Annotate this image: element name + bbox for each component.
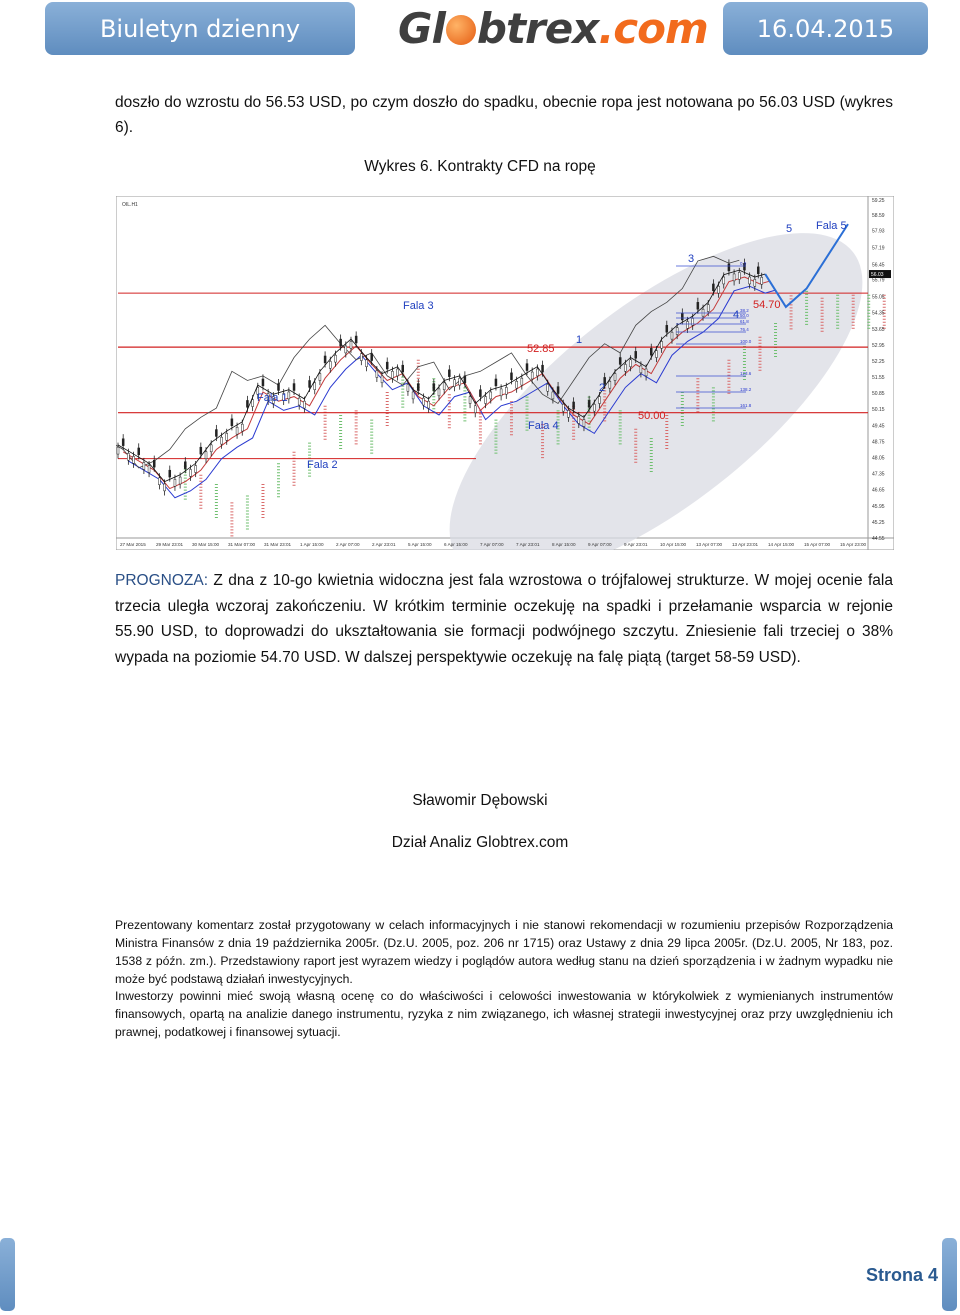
candle-body (164, 484, 166, 491)
candle-body (407, 384, 409, 391)
wave-label: Fala 5 (816, 220, 847, 232)
candle-body (158, 478, 160, 485)
candle-body (345, 346, 347, 353)
candle-body (666, 325, 668, 332)
candle-body (153, 460, 155, 467)
candle-body (728, 264, 730, 271)
candle-body (433, 384, 435, 391)
candle-body (469, 397, 471, 404)
x-tick-label: 31 Mar 23:01 (264, 542, 292, 547)
chart-canvas (116, 196, 894, 550)
candle-body (189, 469, 191, 476)
candle-body (655, 351, 657, 358)
candle-body (428, 401, 430, 408)
candle-body (505, 387, 507, 394)
globtrex-logo: Gl btrex.com (398, 4, 708, 53)
candle-body (754, 279, 756, 286)
price-annotation: 54.70 (753, 299, 781, 311)
count-label: 5 (786, 223, 793, 235)
y-tick-label: 52.25 (872, 358, 885, 365)
candle-body (402, 365, 404, 372)
y-tick-label: 55.79 (872, 277, 885, 284)
x-tick-label: 7 Apr 07:00 (480, 542, 504, 547)
count-label: 2 (599, 382, 606, 394)
candle-body (298, 398, 300, 405)
candle-body (174, 479, 176, 486)
candle-body (412, 392, 414, 399)
x-tick-label: 15 Apr 23:00 (840, 542, 867, 547)
x-tick-label: 30 Mar 15:00 (192, 542, 220, 547)
candle-body (635, 351, 637, 358)
candle-body (510, 373, 512, 380)
candle-body (195, 466, 197, 473)
candle-body (479, 390, 481, 397)
price-annotation: 50.00 (638, 410, 666, 422)
candle-body (293, 384, 295, 391)
candle-body (757, 267, 759, 274)
x-tick-label: 13 Apr 07:00 (696, 542, 723, 547)
y-tick-label: 49.45 (872, 423, 885, 430)
candle-body (733, 274, 735, 281)
fib-label: 123.6 (740, 371, 752, 376)
candle-body (723, 277, 725, 284)
footer-right-bar (942, 1238, 957, 1311)
y-tick-label: 50.85 (872, 391, 885, 398)
author-name: Sławomir Dębowski (412, 792, 548, 809)
header-date-box (723, 2, 928, 55)
candle-body (138, 448, 140, 455)
x-tick-label: 13 Apr 23:01 (732, 542, 759, 547)
candle-body (588, 400, 590, 407)
fib-label: 50.0 (740, 313, 749, 318)
price-annotation: 52.85 (527, 343, 555, 355)
candle-body (422, 398, 424, 405)
header-title: Biuletyn dzienny (99, 14, 301, 43)
candle-body (578, 417, 580, 424)
candle-body (547, 384, 549, 391)
y-tick-label: 59.25 (872, 198, 885, 204)
candle-body (583, 420, 585, 427)
candle-body (645, 369, 647, 376)
candle-body (526, 364, 528, 371)
x-tick-label: 15 Apr 07:00 (804, 542, 831, 547)
y-tick-label: 55.05 (872, 294, 885, 301)
x-tick-label: 29 Mar 23:01 (156, 542, 184, 547)
wave-label: Fala 3 (403, 300, 434, 312)
candle-body (133, 456, 135, 463)
count-label: 4 (733, 309, 740, 321)
y-tick-label: 52.95 (872, 342, 885, 349)
candle-body (552, 392, 554, 399)
candle-body (205, 452, 207, 459)
count-label: 3 (688, 253, 695, 265)
y-tick-label: 44.55 (872, 536, 885, 542)
candle-body (500, 389, 502, 396)
candle-body (573, 402, 575, 409)
y-tick-label: 47.35 (872, 471, 885, 478)
candle-body (459, 378, 461, 385)
candle-body (562, 404, 564, 411)
candle-body (179, 477, 181, 484)
candle-body (417, 384, 419, 391)
y-tick-label: 58.59 (872, 213, 885, 220)
candle-body (557, 387, 559, 394)
candle-body (536, 369, 538, 376)
x-tick-label: 31 Mar 07:00 (228, 542, 256, 547)
candle-body (226, 433, 228, 440)
y-tick-label: 51.55 (872, 375, 885, 382)
candle-body (215, 430, 217, 437)
candle-body (676, 328, 678, 335)
candle-body (376, 371, 378, 378)
candle-body (366, 360, 368, 367)
chart-title: OIL.H1 (122, 202, 138, 208)
fib-label: 38.2 (740, 308, 749, 313)
candle-body (246, 400, 248, 407)
candle-body (598, 397, 600, 404)
fib-label: 100.0 (740, 339, 752, 344)
candle-body (350, 341, 352, 348)
candle-body (454, 380, 456, 387)
count-label: 1 (576, 334, 583, 346)
candle-body (340, 339, 342, 346)
x-tick-label: 8 Apr 15:00 (552, 542, 576, 547)
disclaimer-paragraph-1: Prezentowany komentarz został przygotowany w celach informacyjnych i nie stanowi rekomendacji w rozumieniu przepisów Rozporządzenia Ministra Finansów z dnia 19 października 2005r. (Dz.U. 2005, poz. 206 nr 1715) oraz Ustawy z dnia 29 lipca 2005r. (Dz.U. 2005, Nr 183, poz. 1538 z późn. zm.). Przedstawiony raport jest wyrazem wiedzy i poglądów autora według stanu na dzień sporządzenia i w żadnym wypadku nie może być podstawą działań inwestycyjnych. (115, 918, 893, 986)
x-tick-label: 6 Apr 15:00 (444, 542, 468, 547)
fib-label: 138.2 (740, 387, 752, 392)
candle-body (521, 378, 523, 385)
y-tick-label: 48.05 (872, 455, 885, 462)
candle-body (386, 362, 388, 369)
candle-body (650, 348, 652, 355)
x-tick-label: 14 Apr 15:00 (768, 542, 795, 547)
candle-body (236, 427, 238, 434)
x-tick-label: 1 Apr 15:00 (300, 542, 324, 547)
candle-body (495, 379, 497, 386)
fib-label: 76.4 (740, 327, 749, 332)
candle-body (252, 400, 254, 407)
candle-body (391, 371, 393, 378)
page-number: Strona 4 (865, 1265, 938, 1285)
chart-caption: Wykres 6. Kontrakty CFD na ropę (364, 158, 596, 175)
x-tick-label: 2 Apr 23:01 (372, 542, 396, 547)
forecast-text: Z dna z 10-go kwietnia widoczna jest fala wzrostowa o trójfalowej strukturze. W mojej ocenie fala trzecia uległa wczoraj zakończeniu. W krótkim terminie oczekuję na spadki i przełamanie wsparcia w rejonie 55.90 USD, to doprowadzi do ukształtowania sie formacji podwójnego szczytu. Zniesienie fali trzeciej o 38% wypada na poziomie 54.70 USD. W dalszej perspektywie oczekuję na falę piątą (target 58-59 USD). (115, 572, 893, 666)
candle-body (687, 321, 689, 328)
candle-body (360, 354, 362, 361)
x-tick-label: 27 Mar 2015 (120, 542, 146, 547)
candle-body (221, 437, 223, 444)
y-tick-label: 56.45 (872, 262, 885, 269)
candle-body (490, 392, 492, 399)
candle-body (438, 389, 440, 396)
candle-body (531, 372, 533, 379)
candle-body (334, 355, 336, 362)
x-tick-label: 7 Apr 23:01 (516, 542, 540, 547)
y-tick-label: 54.35 (872, 310, 885, 317)
candle-body (319, 374, 321, 381)
candle-body (485, 397, 487, 404)
wave-label: Fala 2 (307, 459, 338, 471)
fib-label: 161.8 (740, 403, 752, 408)
candle-body (619, 358, 621, 365)
candle-body (474, 406, 476, 413)
y-tick-label: 53.65 (872, 326, 885, 333)
oil-chart (116, 196, 894, 550)
candle-body (443, 383, 445, 390)
y-tick-label: 48.75 (872, 439, 885, 446)
y-tick-label: 45.25 (872, 519, 885, 526)
x-tick-label: 9 Apr 23:01 (624, 542, 648, 547)
candle-body (749, 277, 751, 284)
candle-body (324, 356, 326, 363)
candle-body (241, 424, 243, 431)
candle-body (169, 470, 171, 477)
candle-body (288, 392, 290, 399)
candle-body (712, 284, 714, 291)
x-tick-label: 10 Apr 15:00 (660, 542, 687, 547)
candle-body (127, 453, 129, 460)
candle-body (371, 354, 373, 361)
intro-paragraph: doszło do wzrostu do 56.53 USD, po czym doszło do spadku, obecnie ropa jest notowana po 56.03 USD (wykres 6). (115, 94, 893, 136)
candle-body (624, 364, 626, 371)
department-name: Dział Analiz Globtrex.com (391, 834, 569, 851)
candle-body (681, 313, 683, 320)
header-date: 16.04.2015 (756, 14, 895, 43)
candle-body (303, 401, 305, 408)
candle-body (761, 277, 763, 284)
x-tick-label: 5 Apr 15:00 (408, 542, 432, 547)
candle-body (661, 341, 663, 348)
candle-body (630, 360, 632, 367)
candle-body (309, 380, 311, 387)
candle-body (262, 379, 264, 386)
candle-body (117, 447, 119, 454)
candle-body (184, 462, 186, 469)
wave-label: Fala 1 (257, 392, 288, 404)
forecast-label: PROGNOZA: (115, 572, 209, 589)
candle-body (143, 463, 145, 470)
y-tick-label: 45.95 (872, 503, 885, 510)
candle-body (609, 381, 611, 388)
candle-body (200, 447, 202, 454)
candle-body (329, 361, 331, 368)
candle-body (231, 419, 233, 426)
candle-body (277, 384, 279, 391)
candle-body (567, 410, 569, 417)
candle-body (614, 374, 616, 381)
candle-body (640, 366, 642, 373)
candle-body (210, 445, 212, 452)
candle-body (516, 381, 518, 388)
candle-body (148, 466, 150, 473)
candle-body (355, 336, 357, 343)
candle-body (542, 365, 544, 372)
candle-body (738, 272, 740, 279)
candle-body (718, 286, 720, 293)
candle-body (707, 305, 709, 312)
forecast-paragraph (115, 568, 893, 670)
wave-label: Fala 4 (528, 420, 559, 432)
fib-label: 61.8 (740, 319, 749, 324)
fib-label: 0.0 (740, 261, 747, 266)
y-tick-label: 57.19 (872, 245, 885, 252)
candle-body (397, 369, 399, 376)
candle-body (448, 370, 450, 377)
current-price-label: 56.03 (871, 272, 884, 279)
y-tick-label: 57.93 (872, 228, 885, 235)
globe-icon (446, 15, 476, 45)
x-tick-label: 2 Apr 07:00 (336, 542, 360, 547)
candle-body (671, 332, 673, 339)
candle-body (314, 383, 316, 390)
y-tick-label: 50.15 (872, 407, 885, 414)
disclaimer-paragraph-2: Inwestorzy powinni mieć swoją własną ocenę co do właściwości i celowości inwestowania w którykolwiek z wymienianych instrumentów finansowych, opartą na analizie danego instrumentu, ryzyka z nim związanego, ich własnej strategii inwestycyjnej oraz przy uwzględnieniu ich prawnej, podatkowej i finansowej sytuacji. (115, 989, 893, 1039)
candle-body (697, 302, 699, 309)
y-tick-label: 46.65 (872, 487, 885, 494)
candle-body (381, 376, 383, 383)
footer-left-bar (0, 1238, 15, 1311)
candle-body (122, 439, 124, 446)
x-tick-label: 9 Apr 07:00 (588, 542, 612, 547)
header-title-box (45, 2, 355, 55)
candle-body (464, 376, 466, 383)
candle-body (593, 404, 595, 411)
